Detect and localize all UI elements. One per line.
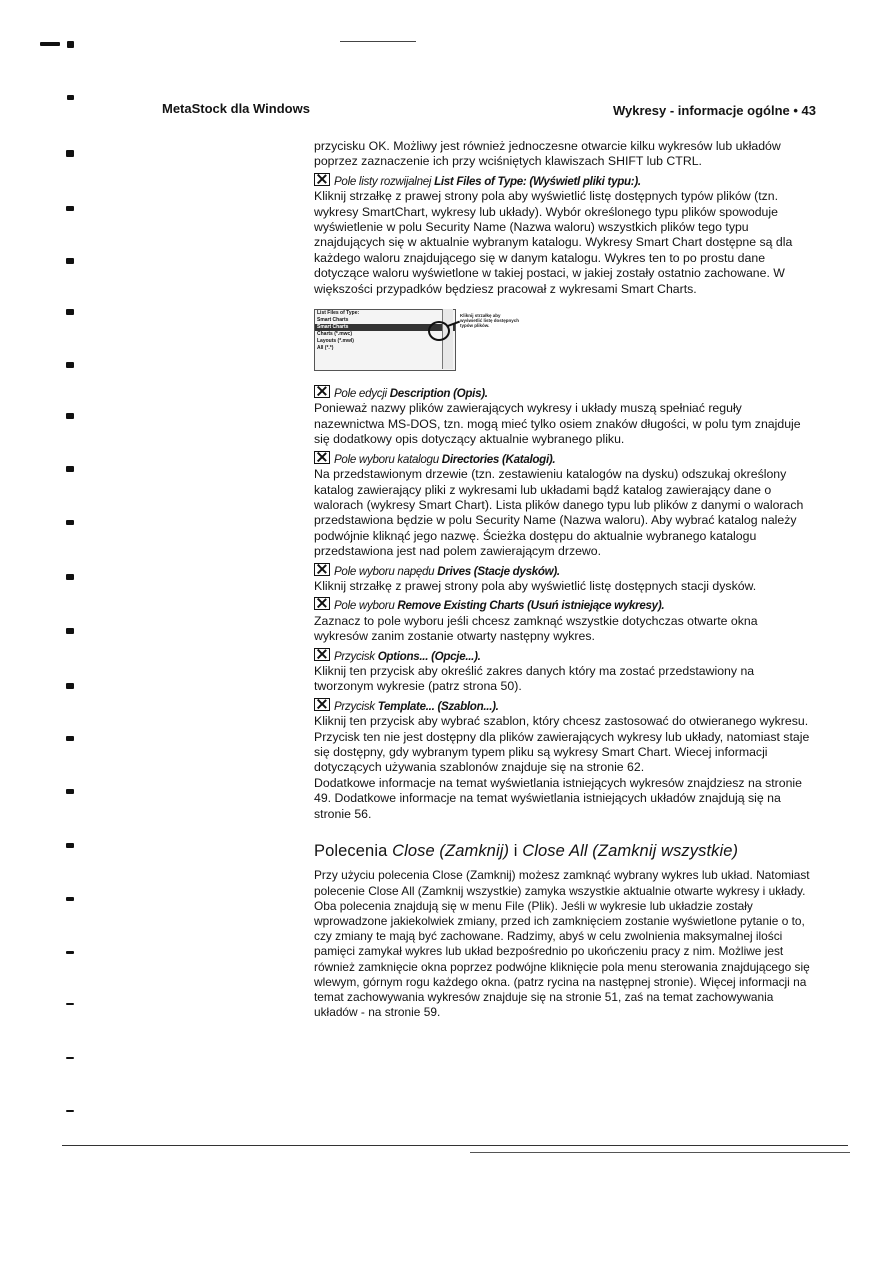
item-description: Zaznacz to pole wyboru jeśli chcesz zamknąć wszystkie dotychczas otwarte okna wykresów zanim zostanie otwarty następny wykres. — [314, 613, 758, 644]
checkbox-x-icon — [314, 385, 330, 398]
binding-hole — [66, 150, 74, 157]
item-type: Pole wyboru napędu — [334, 564, 435, 578]
section-title-part: i — [509, 842, 523, 861]
item-name: Drives (Stacje dysków). — [437, 564, 560, 578]
figure-callout: Kliknij strzałkę aby wyświetlić listę dostępnych typów plików. — [460, 313, 520, 329]
item-template — [314, 698, 814, 776]
dropdown-row: Charts (*.mwc) — [317, 331, 353, 338]
item-name: Directories (Katalogi). — [441, 452, 556, 466]
binding-hole — [66, 574, 74, 580]
item-type: Pole wyboru — [334, 599, 395, 613]
item-type: Przycisk — [334, 699, 375, 713]
item-description: Kliknij ten przycisk aby wybrać szablon, który chcesz zastosować do otwieranego wykresu. Przycisk ten nie jest dostępny dla plików zawierających wykresy lub układy, natomiast staje się dostępny, gdy wybranym typem pliku są wykresy Smart Chart. Wiecej informacji dotyczących używania szablonów znajduje się na stronie 62. — [314, 714, 810, 775]
page-body — [314, 139, 814, 1020]
checkbox-x-icon — [314, 698, 330, 711]
checkbox-x-icon — [314, 563, 330, 576]
checkbox-x-icon — [314, 451, 330, 464]
extra-info-paragraph: Dodatkowe informacje na temat wyświetlania istniejących wykresów znajdziesz na stronie 49. Dodatkowe informacje na temat wyświetlania istniejących układów znajdują się na stronie 56. — [314, 775, 802, 821]
dropdown-row: Layouts (*.mwl) — [317, 338, 354, 345]
running-header-left: MetaStock dla Windows — [162, 101, 310, 116]
binding-hole — [66, 206, 74, 211]
checkbox-x-icon — [314, 173, 330, 186]
item-name: Remove Existing Charts (Usuń istniejące wykresy). — [397, 599, 665, 613]
binding-hole — [66, 362, 74, 368]
item-name: List Files of Type: (Wyświetl pliki typu:). — [434, 174, 641, 188]
dropdown-row-selected: Smart Charts — [315, 324, 455, 331]
section-title — [314, 844, 814, 859]
binding-hole — [66, 628, 74, 634]
item-heading — [314, 385, 814, 401]
binding-hole — [67, 41, 74, 48]
binding-hole — [66, 413, 74, 419]
binding-hole — [66, 309, 74, 315]
binding-hole — [66, 683, 74, 689]
binding-hole — [66, 951, 74, 954]
running-header-right: Wykresy - informacje ogólne • 43 — [613, 103, 816, 118]
list-files-figure — [314, 309, 539, 375]
item-name: Template... (Szablon...). — [377, 699, 499, 713]
binding-hole — [66, 897, 74, 901]
dropdown-row: Smart Charts — [317, 317, 349, 324]
checkbox-x-icon — [314, 648, 330, 661]
item-remove-existing — [314, 597, 814, 644]
item-description-field — [314, 385, 814, 448]
binding-hole — [67, 95, 74, 100]
binding-hole — [66, 258, 74, 264]
item-name: Options... (Opcje...). — [377, 649, 481, 663]
section-title-command: Close (Zamknij) — [392, 842, 510, 861]
item-description: Ponieważ nazwy plików zawierających wykresy i układy muszą spełniać reguły nazewnictwa MS-DOS, tzn. mogą mieć tylko osiem znaków długości, w polu tym znajduje się dodatkowy opis dotyczący aktualnie wybranego pliku. — [314, 401, 801, 447]
dropdown-row: All (*.*) — [317, 345, 334, 352]
item-heading — [314, 451, 814, 467]
binding-hole — [66, 1003, 74, 1005]
item-list-files — [314, 173, 814, 297]
section-title-part: Polecenia — [314, 842, 393, 861]
binding-hole — [66, 843, 74, 848]
item-directories — [314, 451, 814, 560]
item-description: Kliknij strzałkę z prawej strony pola aby wyświetlić listę dostępnych stacji dysków. — [314, 578, 757, 593]
item-description: Kliknij strzałkę z prawej strony pola aby wyświetlić listę dostępnych typów plików (tzn. wykresy SmartChart, wykresy lub układy). Wybór określonego typu plików spowoduje wyświetlenie w polu Security Name (Nazwa waloru) wszystkich plików tego typu znajdujących się w aktualnie wybranym katalogu. Wykresy Smart Chart dostępne są dla każdego waloru znajdującego się w danym katalogu. Wykres ten to po prostu dane dotyczące waloru wyświetlone w takiej postaci, w jakiej zostały ostatnio zachowane. W większości przypadków będziesz pracował z wykresami Smart Charts. — [314, 189, 793, 296]
item-description: Na przedstawionym drzewie (tzn. zestawieniu katalogów na dysku) odszukaj określony katalog zawierający pliki z wykresami lub układami bądź katalog zawierający dane o walorach (wykresy Smart Chart). Lista plików danego typu lub plików z danymi o walorach przedstawiona będzie w polu Security Name (Nazwa waloru). Aby wybrać katalog należy podwójnie kliknąć jego nazwę. Ścieżka dostępu do aktualnie wybranego katalogu przedstawiona jest nad polem zawierającym drzewo. — [314, 467, 804, 559]
item-type: Przycisk — [334, 649, 375, 663]
bottom-rule-short — [470, 1152, 850, 1153]
binding-hole — [66, 736, 74, 741]
item-type: Pole listy rozwijalnej — [334, 174, 432, 188]
binding-hole — [66, 1110, 74, 1112]
dropdown-row: List Files of Type: — [317, 310, 360, 317]
binding-hole — [66, 520, 74, 525]
binding-hole — [40, 42, 60, 46]
bottom-rule — [62, 1145, 848, 1146]
checkbox-x-icon — [314, 597, 330, 610]
item-heading — [314, 597, 814, 613]
binding-hole — [66, 466, 74, 472]
item-description: Kliknij ten przycisk aby określić zakres danych który ma zostać przedstawiony na tworzonym wykresie (patrz strona 50). — [314, 663, 755, 694]
item-options — [314, 648, 814, 695]
item-type: Pole wyboru katalogu — [334, 452, 439, 466]
item-heading — [314, 563, 814, 579]
section-body: Przy użyciu polecenia Close (Zamknij) możesz zamknąć wybrany wykres lub układ. Natomiast polecenie Close All (Zamknij wszystkie) zamyka wszystkie aktualnie otwarte wykresy i układy. Oba polecenia znajdują się w menu File (Plik). Jeśli w wykresie lub układzie zostały wprowadzone jakiekolwiek zmiany, przed ich zamknięciem zostanie wyświetlone pytanie o to, czy zmiany te mają być zachowane. Radzimy, abyś w celu zwolnienia maksymalnej ilości pamięci zamykał wykres lub układ bezpośrednio po ukończeniu pracy z nim. Możliwe jest również zamknięcie okna poprzez podwójne kliknięcie pola menu sterowania znajdującego się wlewym, górnym rogu każdego okna. (patrz rycina na następnej stronie). Więcej informacji na temat zachowywania wykresów znajduje się na stronie 51, zaś na temat zachowywania układów - na stronie 59. — [314, 868, 810, 1020]
item-heading — [314, 698, 814, 714]
intro-paragraph: przycisku OK. Możliwy jest również jednoczesne otwarcie kilku wykresów lub układów poprzez zaznaczenie ich przy wciśniętych klawiszach SHIFT lub CTRL. — [314, 139, 781, 169]
binding-hole — [66, 789, 74, 794]
item-name: Description (Opis). — [389, 387, 488, 401]
item-heading — [314, 173, 814, 189]
section-title-command: Close All (Zamknij wszystkie) — [522, 842, 739, 861]
item-type: Pole edycji — [334, 387, 387, 401]
top-rule — [340, 41, 416, 42]
binding-hole — [66, 1057, 74, 1059]
item-drives — [314, 563, 814, 595]
item-heading — [314, 648, 814, 664]
